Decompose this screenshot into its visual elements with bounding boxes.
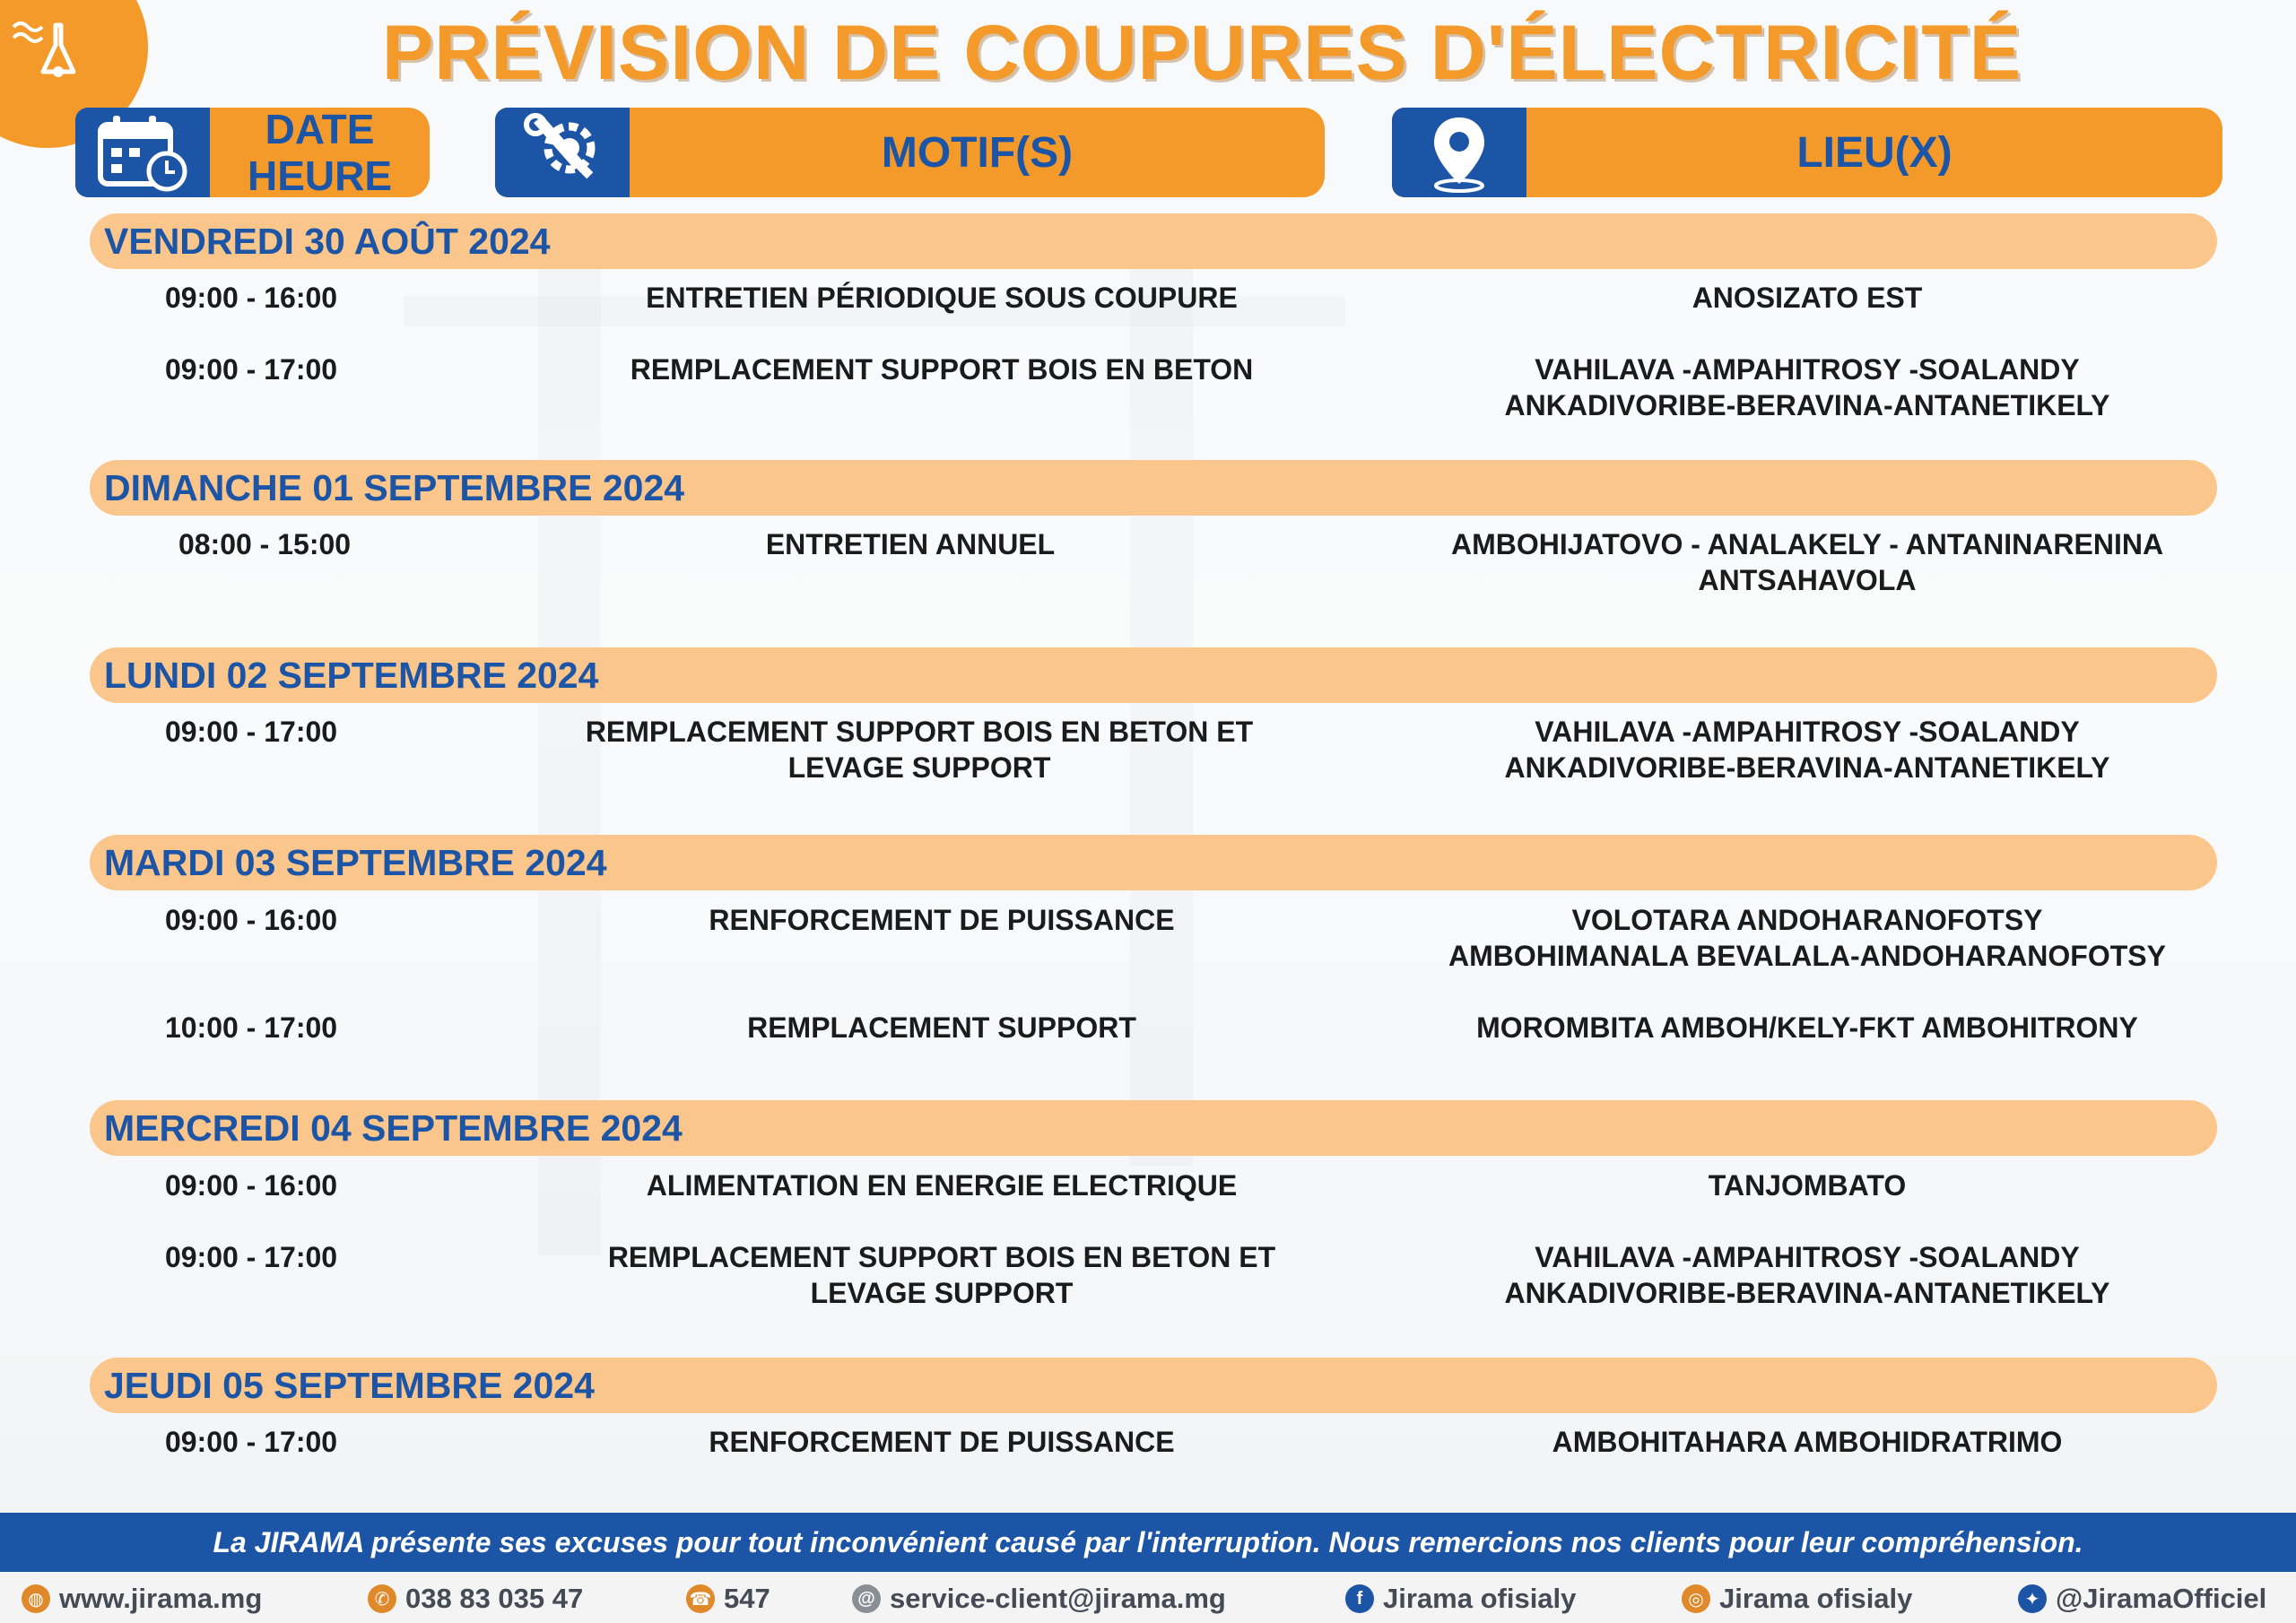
calendar-clock-icon — [75, 108, 210, 197]
entry-motif — [520, 1239, 1363, 1311]
entry-time: 09:00 - 16:00 — [164, 904, 338, 936]
entry-lieu — [1399, 902, 2215, 974]
phone-icon: ✆ — [368, 1584, 396, 1613]
entry-lieu-line: AMBOHIMANALA BEVALALA-ANDOHARANOFOTSY — [1448, 940, 2166, 972]
header-motif — [495, 108, 1325, 197]
entry-motif — [520, 352, 1363, 387]
entry-motif-line: ENTRETIEN ANNUEL — [765, 528, 1056, 560]
header-time-label: HEURE — [247, 152, 393, 197]
contact-instagram[interactable]: ◎ Jirama ofisialy — [1682, 1583, 1912, 1615]
entry-lieu-line: AMBOHITAHARA AMBOHIDRATRIMO — [1552, 1426, 2063, 1458]
header-date — [75, 108, 430, 197]
entry-motif — [489, 526, 1332, 562]
day-header: JEUDI 05 SEPTEMBRE 2024 — [90, 1358, 2217, 1413]
entry-motif — [520, 1424, 1363, 1460]
entry-lieu-line: ANKADIVORIBE-BERAVINA-ANTANETIKELY — [1504, 751, 2110, 784]
location-pin-icon — [1392, 108, 1526, 197]
entry-lieu-line: MOROMBITA AMBOH/KELY-FKT AMBOHITRONY — [1476, 1011, 2138, 1044]
entry-time: 09:00 - 17:00 — [164, 1426, 338, 1458]
day-header: DIMANCHE 01 SEPTEMBRE 2024 — [90, 460, 2217, 516]
contact-email[interactable]: @ service-client@jirama.mg — [852, 1583, 1226, 1615]
entry-time: 09:00 - 16:00 — [164, 1169, 338, 1202]
entry-time: 09:00 - 17:00 — [164, 716, 338, 748]
entry-lieu — [1399, 280, 2215, 316]
contact-twitter[interactable]: ✦ @JiramaOfficiel — [2018, 1583, 2266, 1615]
entry-motif-line: REMPLACEMENT SUPPORT — [747, 1011, 1136, 1044]
entry-motif — [498, 714, 1341, 785]
email-icon: @ — [852, 1584, 881, 1613]
gear-wrench-icon — [495, 108, 630, 197]
entry-lieu-line: VOLOTARA ANDOHARANOFOTSY — [1571, 904, 2043, 936]
day-header: VENDREDI 30 AOÛT 2024 — [90, 213, 2217, 269]
entry-motif-line: LEVAGE SUPPORT — [787, 751, 1051, 784]
header-lieu — [1392, 108, 2222, 197]
entry-motif-line: LEVAGE SUPPORT — [810, 1277, 1074, 1309]
entry-motif — [520, 1167, 1363, 1203]
header-date-label: DATE — [265, 108, 375, 152]
entry-time: 09:00 - 17:00 — [164, 1241, 338, 1273]
globe-icon: ◍ — [22, 1584, 50, 1613]
entry-motif-line: REMPLACEMENT SUPPORT BOIS EN BETON ET — [585, 716, 1254, 748]
entry-lieu — [1399, 1424, 2215, 1460]
instagram-icon: ◎ — [1682, 1584, 1710, 1613]
header-lieu-label: LIEU(X) — [1796, 128, 1952, 177]
entry-time: 09:00 - 16:00 — [164, 282, 338, 314]
entry-lieu — [1399, 1167, 2215, 1203]
entry-lieu — [1399, 526, 2215, 598]
entry-lieu-line: AMBOHIJATOVO - ANALAKELY - ANTANINARENINA — [1450, 528, 2164, 560]
header-motif-label: MOTIF(S) — [881, 128, 1074, 177]
page-title: PRÉVISION DE COUPURES D'ÉLECTRICITÉ — [381, 10, 2022, 96]
entry-lieu-line: VAHILAVA -AMPAHITROSY -SOALANDY — [1535, 716, 2080, 748]
contact-phone[interactable]: ✆ 038 83 035 47 — [368, 1583, 583, 1615]
hotline-icon: ☎ — [686, 1584, 715, 1613]
entry-lieu-line: TANJOMBATO — [1708, 1169, 1907, 1202]
entry-lieu-line: VAHILAVA -AMPAHITROSY -SOALANDY — [1535, 353, 2080, 386]
twitter-icon: ✦ — [2018, 1584, 2047, 1613]
day-header: MARDI 03 SEPTEMBRE 2024 — [90, 835, 2217, 890]
entry-motif-line: RENFORCEMENT DE PUISSANCE — [709, 904, 1175, 936]
entry-time: 10:00 - 17:00 — [164, 1011, 338, 1044]
entry-lieu — [1399, 1010, 2215, 1046]
apology-banner: La JIRAMA présente ses excuses pour tout inconvénient causé par l'interruption. Nous remercions nos clients pour leur compréhension. — [0, 1513, 2296, 1572]
entry-motif — [520, 280, 1363, 316]
entry-lieu — [1399, 1239, 2215, 1311]
entry-motif-line: REMPLACEMENT SUPPORT BOIS EN BETON — [630, 353, 1254, 386]
entry-time: 09:00 - 17:00 — [164, 353, 338, 386]
entry-lieu — [1399, 714, 2215, 785]
contact-website[interactable]: ◍ www.jirama.mg — [22, 1583, 262, 1615]
contact-hotline[interactable]: ☎ 547 — [686, 1583, 770, 1615]
entry-motif-line: ALIMENTATION EN ENERGIE ELECTRIQUE — [646, 1169, 1238, 1202]
day-header: MERCREDI 04 SEPTEMBRE 2024 — [90, 1100, 2217, 1156]
entry-motif — [520, 1010, 1363, 1046]
facebook-icon: f — [1345, 1584, 1374, 1613]
entry-lieu — [1399, 352, 2215, 423]
entry-motif-line: REMPLACEMENT SUPPORT BOIS EN BETON ET — [607, 1241, 1276, 1273]
entry-motif-line: RENFORCEMENT DE PUISSANCE — [709, 1426, 1175, 1458]
entry-lieu-line: ANOSIZATO EST — [1692, 282, 1923, 314]
day-header: LUNDI 02 SEPTEMBRE 2024 — [90, 647, 2217, 703]
entry-time: 08:00 - 15:00 — [178, 528, 352, 560]
contact-facebook[interactable]: f Jirama ofisialy — [1345, 1583, 1576, 1615]
entry-lieu-line: ANTSAHAVOLA — [1698, 564, 1917, 596]
entry-motif-line: ENTRETIEN PÉRIODIQUE SOUS COUPURE — [646, 282, 1238, 314]
entry-lieu-line: VAHILAVA -AMPAHITROSY -SOALANDY — [1535, 1241, 2080, 1273]
contact-bar — [0, 1572, 2296, 1623]
entry-motif — [520, 902, 1363, 938]
entry-lieu-line: ANKADIVORIBE-BERAVINA-ANTANETIKELY — [1504, 389, 2110, 421]
entry-lieu-line: ANKADIVORIBE-BERAVINA-ANTANETIKELY — [1504, 1277, 2110, 1309]
